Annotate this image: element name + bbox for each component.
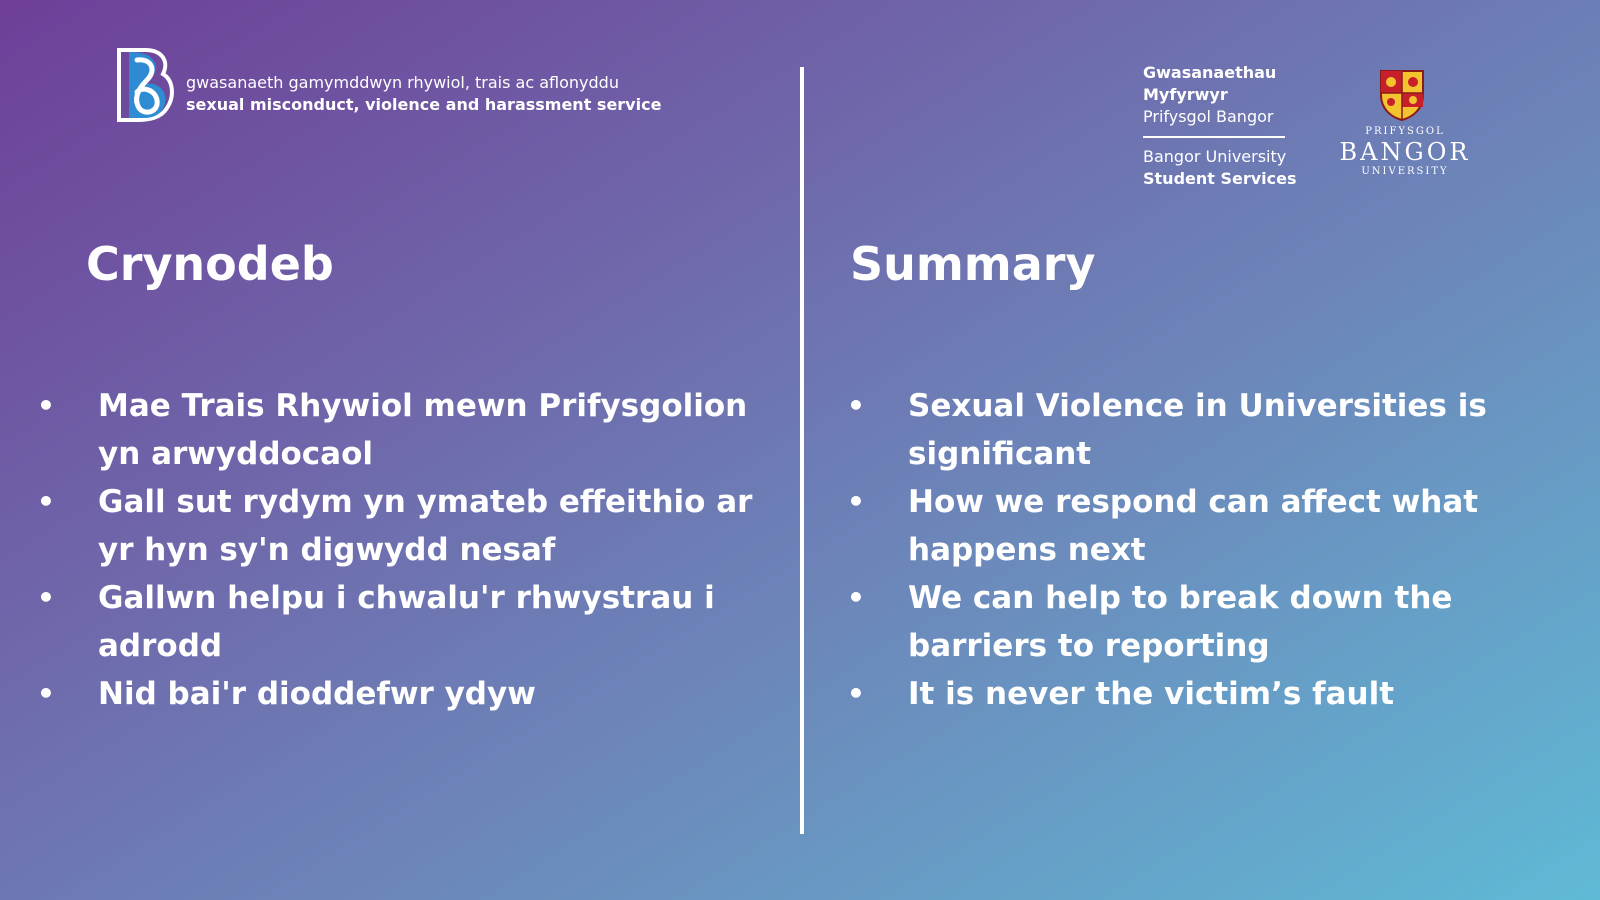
list-item [846,382,1586,478]
ribbon-b-logo-icon [115,46,175,124]
bullet-text: We can help to break down the barriers to reporting [908,580,1453,664]
service-name-english: sexual misconduct, violence and harassment service [186,95,662,114]
bangor-crest-icon [1379,69,1425,121]
uni-services-rule [1143,136,1285,138]
service-name-welsh: gwasanaeth gamymddwyn rhywiol, trais ac aflonyddu [186,73,619,92]
uni-services-line1: Gwasanaethau [1143,63,1277,82]
bullet-text: How we respond can affect what happens next [908,484,1479,568]
bullet-list-english [846,382,1586,718]
wordmark-main: BANGOR [1339,138,1471,166]
uni-services-line2: Myfyrwyr [1143,85,1228,104]
center-divider [800,67,804,834]
list-item [36,478,756,574]
bullet-text: Gallwn helpu i chwalu'r rhwystrau i adrodd [98,580,715,664]
bangor-university-wordmark [1335,126,1475,178]
bullet-icon: • [37,677,55,710]
bullet-icon: • [37,581,55,614]
bullet-list-welsh [36,382,756,718]
bullet-icon: • [847,389,865,422]
list-item [36,382,756,478]
bullet-icon: • [847,581,865,614]
list-item [846,478,1586,574]
bullet-text: Mae Trais Rhywiol mewn Prifysgolion yn arwyddocaol [98,388,748,472]
uni-services-line5: Student Services [1143,169,1297,188]
list-item [36,670,756,718]
bullet-icon: • [37,485,55,518]
student-services-logo [1143,62,1297,190]
list-item [36,574,756,670]
service-name [186,72,661,116]
wordmark-top: PRIFYSGOL [1365,126,1445,137]
bullet-text: Sexual Violence in Universities is significant [908,388,1487,472]
list-item [846,670,1586,718]
bullet-icon: • [37,389,55,422]
bullet-text: It is never the victim’s fault [908,676,1395,712]
bullet-text: Nid bai'r dioddefwr ydyw [98,676,536,712]
heading-english: Summary [850,237,1096,291]
list-item [846,574,1586,670]
bullet-icon: • [847,485,865,518]
wordmark-bottom: UNIVERSITY [1361,166,1449,177]
bullet-text: Gall sut rydym yn ymateb effeithio ar yr hyn sy'n digwydd nesaf [98,484,753,568]
bullet-icon: • [847,677,865,710]
uni-services-line3: Prifysgol Bangor [1143,107,1274,126]
uni-services-line4: Bangor University [1143,147,1287,166]
heading-welsh: Crynodeb [86,237,334,291]
